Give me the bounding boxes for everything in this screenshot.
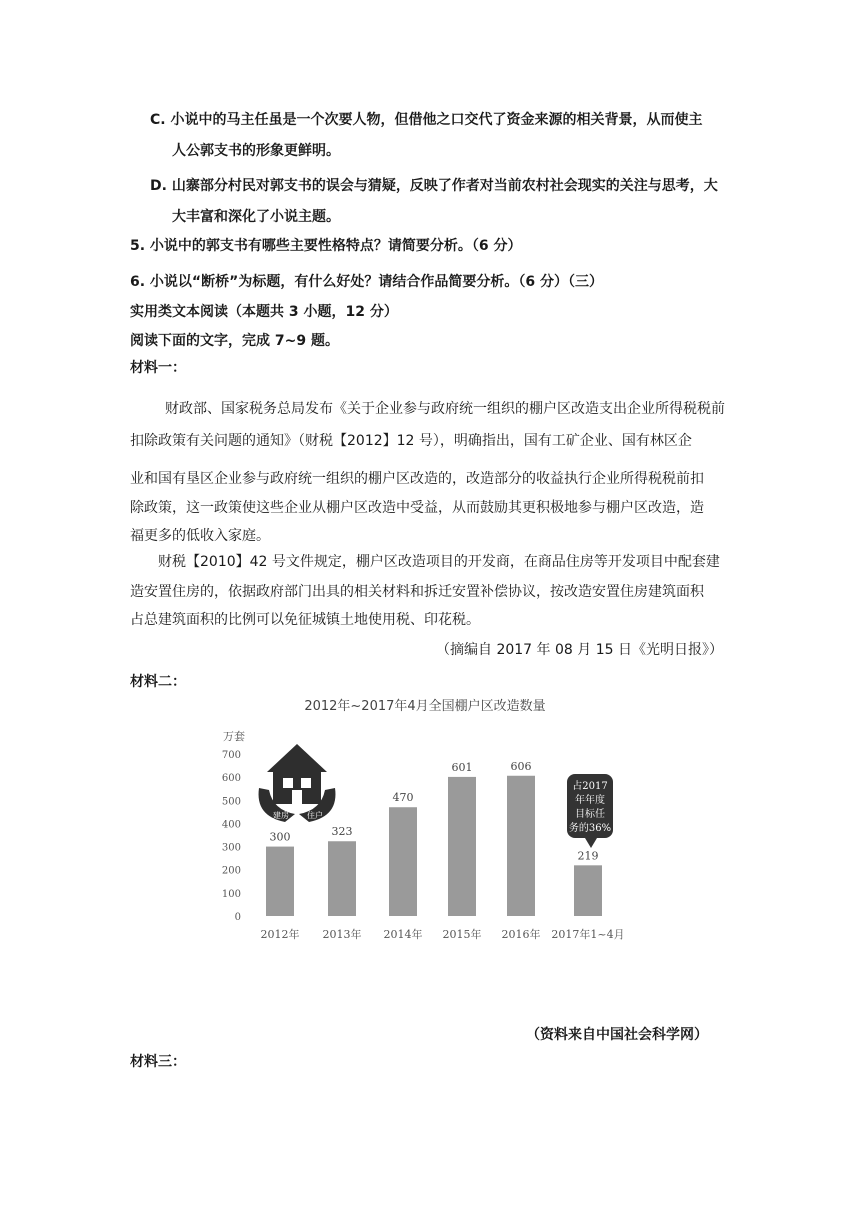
bar-value-label: 219 bbox=[577, 849, 599, 863]
y-tick-label: 0 bbox=[234, 912, 241, 923]
instruction: 阅读下面的文字，完成 7~9 题。 bbox=[130, 333, 339, 349]
option-c-line2: 人公郭支书的形象更鲜明。 bbox=[172, 143, 340, 159]
icon-label-left: 建房 bbox=[273, 811, 289, 820]
annotation-line: 目标任 bbox=[575, 809, 605, 820]
bar bbox=[448, 777, 476, 916]
material1-p1-line1: 财政部、国家税务总局发布《关于企业参与政府统一组织的棚户区改造支出企业所得税税前 bbox=[165, 401, 725, 417]
y-tick-label: 300 bbox=[221, 842, 241, 854]
target-annotation bbox=[567, 774, 613, 848]
question-6: 6. 小说以“断桥”为标题，有什么好处？请结合作品简要分析。（6 分）（三） bbox=[130, 274, 603, 290]
bar-value-label: 601 bbox=[451, 760, 473, 774]
material1-source: （摘编自 2017 年 08 月 15 日《光明日报》） bbox=[436, 642, 723, 658]
option-d-line2: 大丰富和深化了小说主题。 bbox=[172, 209, 340, 225]
x-tick-label: 2014年 bbox=[383, 928, 423, 941]
y-tick-label: 600 bbox=[221, 773, 241, 785]
bar bbox=[266, 847, 294, 916]
x-tick-label: 2015年 bbox=[442, 928, 482, 941]
y-tick-label: 100 bbox=[221, 888, 241, 900]
material1-p2-line2: 造安置住房的，依据政府部门出具的相关材料和拆迁安置补偿协议，按改造安置住房建筑面积 bbox=[130, 584, 704, 600]
bar-value-label: 300 bbox=[269, 830, 291, 844]
option-c-line1: C. 小说中的马主任虽是一个次要人物，但借他之口交代了资金来源的相关背景，从而使主 bbox=[150, 112, 703, 128]
annotation-line: 年年度 bbox=[575, 795, 605, 806]
material1-p1-line2: 扣除政策有关问题的通知》（财税【2012】12 号），明确指出，国有工矿企业、国有林区企 bbox=[130, 433, 692, 449]
section-title: 实用类文本阅读（本题共 3 小题，12 分） bbox=[130, 304, 398, 320]
y-tick-label: 700 bbox=[221, 750, 241, 761]
material1-p2-line1: 财税【2010】42 号文件规定，棚户区改造项目的开发商，在商品住房等开发项目中配套建 bbox=[158, 554, 720, 570]
icon-label-right: 住户 bbox=[307, 811, 323, 820]
bar-value-label: 470 bbox=[392, 791, 414, 805]
y-tick-label: 400 bbox=[221, 819, 241, 831]
chart-title: 2012年~2017年4月全国棚户区改造数量 bbox=[304, 699, 546, 714]
y-tick-label: 500 bbox=[221, 796, 241, 808]
material1-p1-line5: 福更多的低收入家庭。 bbox=[130, 528, 270, 544]
y-tick-label: 200 bbox=[221, 865, 241, 877]
annotation-line: 务的36% bbox=[568, 823, 612, 834]
material1-label: 材料一： bbox=[130, 360, 186, 376]
question-5: 5. 小说中的郭支书有哪些主要性格特点？请简要分析。（6 分） bbox=[130, 238, 522, 254]
house-hands-icon bbox=[259, 744, 336, 822]
material2-label: 材料二： bbox=[130, 674, 186, 690]
x-tick-label: 2012年 bbox=[260, 928, 300, 941]
option-d-line1: D. 山寨部分村民对郭支书的误会与猜疑，反映了作者对当前农村社会现实的关注与思考，大 bbox=[150, 178, 718, 194]
material1-p2-line3: 占总建筑面积的比例可以免征城镇土地使用税、印花税。 bbox=[130, 612, 480, 628]
bar bbox=[574, 865, 602, 916]
x-tick-label: 2016年 bbox=[501, 928, 541, 941]
bar bbox=[389, 807, 417, 916]
bar-value-label: 606 bbox=[510, 759, 532, 773]
material3-label: 材料三： bbox=[130, 1054, 186, 1070]
material1-p1-line3: 业和国有垦区企业参与政府统一组织的棚户区改造的，改造部分的收益执行企业所得税税前扣 bbox=[130, 471, 704, 487]
bar bbox=[507, 776, 535, 916]
y-axis-label: 万套 bbox=[223, 730, 245, 743]
material1-p1-line4: 除政策，这一政策使这些企业从棚户区改造中受益，从而鼓励其更积极地参与棚户区改造，造 bbox=[130, 500, 704, 516]
bar-chart bbox=[215, 692, 635, 960]
annotation-line: 占2017 bbox=[572, 781, 608, 792]
bar-value-label: 323 bbox=[331, 825, 353, 839]
x-tick-label: 2013年 bbox=[322, 928, 362, 941]
annotation-pointer bbox=[585, 838, 597, 848]
material2-source: （资料来自中国社会科学网） bbox=[526, 1027, 708, 1043]
bar bbox=[328, 841, 356, 916]
x-tick-label: 2017年1~4月 bbox=[551, 928, 625, 941]
